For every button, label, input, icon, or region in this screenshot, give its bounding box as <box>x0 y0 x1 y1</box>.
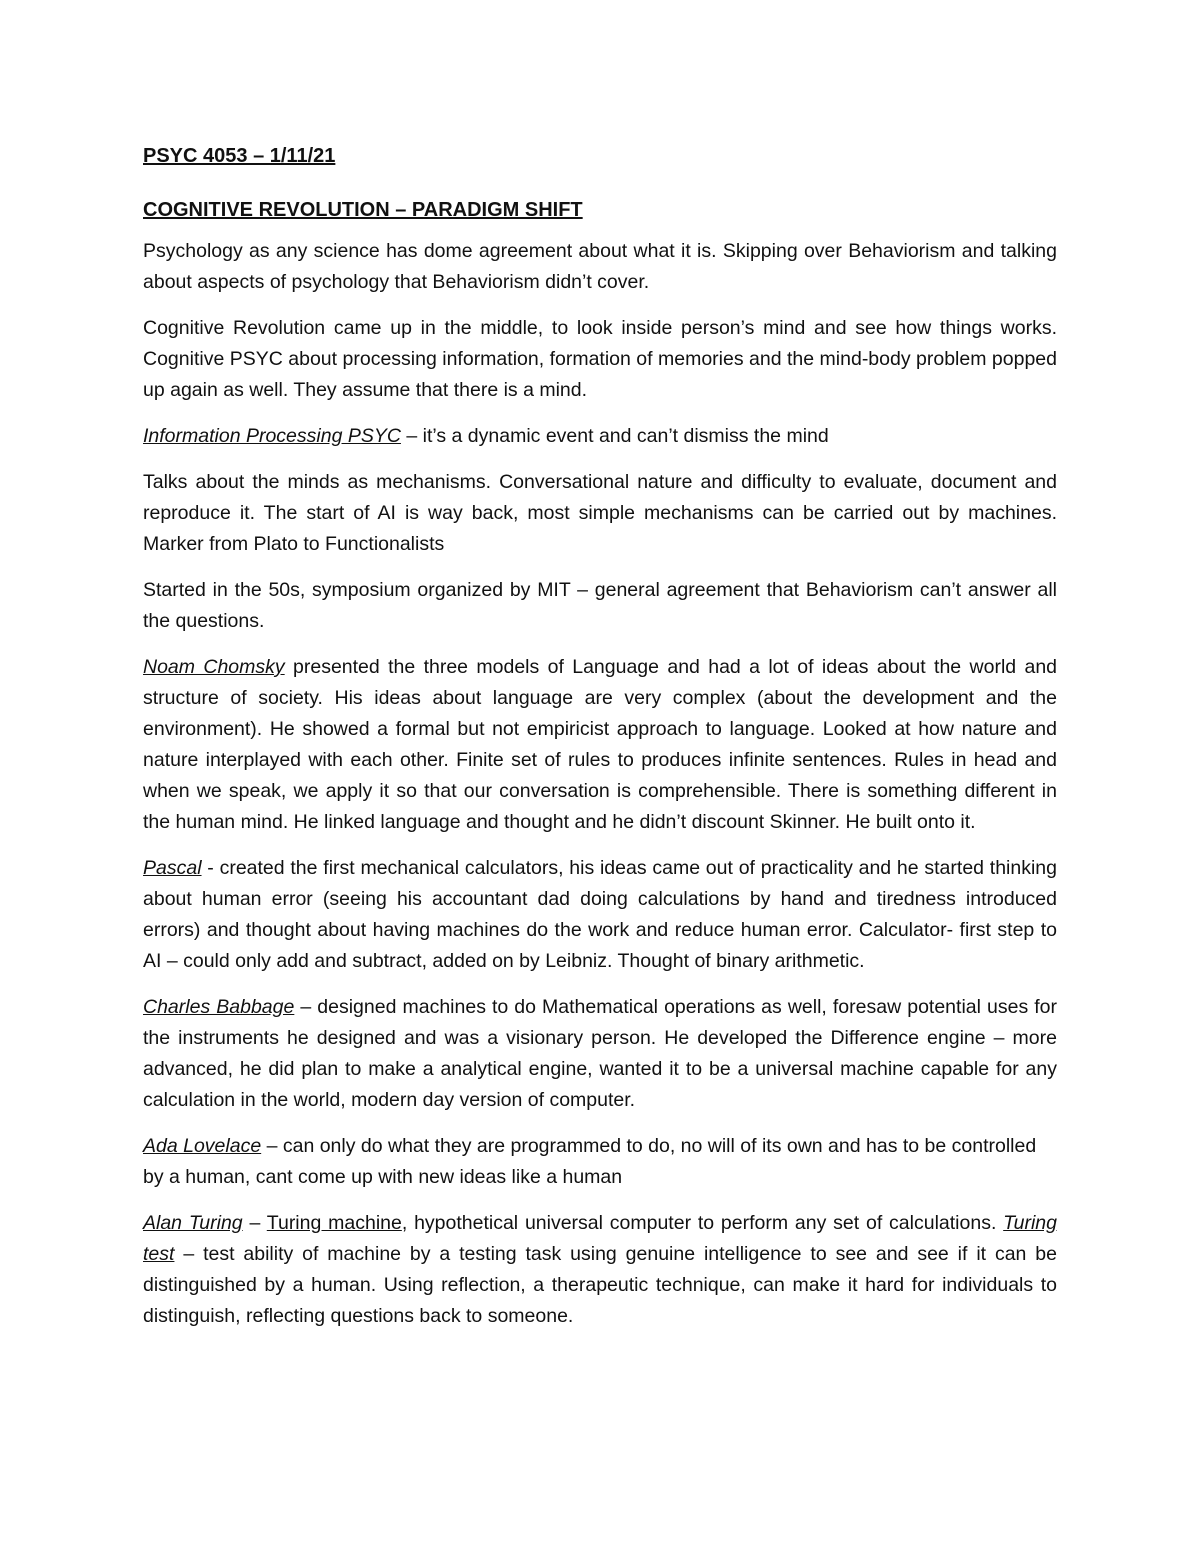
term-charles-babbage: Charles Babbage <box>143 996 295 1018</box>
paragraph-babbage <box>143 992 1057 1116</box>
term-alan-turing: Alan Turing <box>143 1212 243 1234</box>
term-ada-lovelace: Ada Lovelace <box>143 1135 262 1157</box>
paragraph-text: – it’s a dynamic event and can’t dismiss the mind <box>400 425 829 447</box>
document-page <box>143 142 1057 1347</box>
paragraph-mit-symposium: Started in the 50s, symposium organized by MIT – general agreement that Behaviorism can’t answer all the questions. <box>143 579 1057 632</box>
term-turing-test: Turing test <box>143 1212 1057 1265</box>
paragraph-text: presented the three models of Language and had a lot of ideas about the world and structure of society. His ideas about language are very complex (about the development and the environment). He showed a formal but not empiricist approach to language. Looked at how nature and nature interplayed with each other. Finite set of rules to produces infinite sentences. Rules in head and when we speak, we apply it so that our conversation is comprehensible. There is something different in the human mind. He linked language and thought and he didn’t discount Skinner. He built onto it. <box>143 656 1058 833</box>
term-noam-chomsky: Noam Chomsky <box>143 656 285 678</box>
paragraph-text: – can only do what they are programmed to do, no will of its own and has to be controlled by a human, cant come up with new ideas like a human <box>143 1135 1037 1188</box>
term-pascal: Pascal <box>143 857 202 879</box>
paragraph-turing <box>143 1208 1057 1332</box>
paragraph-text: - created the first mechanical calculators, his ideas came out of practicality and he started thinking about human error (seeing his accountant dad doing calculations by hand and tiredness introduced errors) and thought about having machines do the work and reduce human error. Calculator- first step to AI – could only add and subtract, added on by Leibniz. Thought of binary arithmetic. <box>143 857 1057 972</box>
term-turing-machine: Turing machine <box>266 1212 402 1234</box>
paragraph-text: , hypothetical universal computer to perform any set of calculations. <box>401 1212 1004 1234</box>
document-subtitle: COGNITIVE REVOLUTION – PARADIGM SHIFT <box>143 199 583 221</box>
paragraph-text: – test ability of machine by a testing task using genuine intelligence to see and see if it can be distinguished by a human. Using reflection, a therapeutic technique, can make it hard for individuals to distinguish, reflecting questions back to someone. <box>143 1243 1057 1327</box>
paragraph-lovelace <box>143 1131 1057 1193</box>
term-information-processing: Information Processing PSYC <box>143 425 401 447</box>
paragraph-cognitive-revolution: Cognitive Revolution came up in the middle, to look inside person’s mind and see how things works. Cognitive PSYC about processing information, formation of memories and the mind-body problem popped up again as well. They assume that there is a mind. <box>143 317 1057 401</box>
paragraph-intro: Psychology as any science has dome agreement about what it is. Skipping over Behaviorism and talking about aspects of psychology that Behaviorism didn’t cover. <box>143 240 1057 293</box>
paragraph-minds-as-mechanisms: Talks about the minds as mechanisms. Conversational nature and difficulty to evaluate, document and reproduce it. The start of AI is way back, most simple mechanisms can be carried out by machines. Marker from Plato to Functionalists <box>143 471 1057 555</box>
document-title: PSYC 4053 – 1/11/21 <box>143 145 336 167</box>
paragraph-pascal <box>143 853 1057 977</box>
paragraph-text: – designed machines to do Mathematical operations as well, foresaw potential uses for the instruments he designed and was a visionary person. He developed the Difference engine – more advanced, he did plan to make a analytical engine, wanted it to be a universal machine capable for any calculation in the world, modern day version of computer. <box>143 996 1057 1111</box>
paragraph-chomsky <box>143 652 1057 838</box>
paragraph-information-processing <box>143 421 1057 452</box>
paragraph-text: – <box>242 1212 267 1234</box>
